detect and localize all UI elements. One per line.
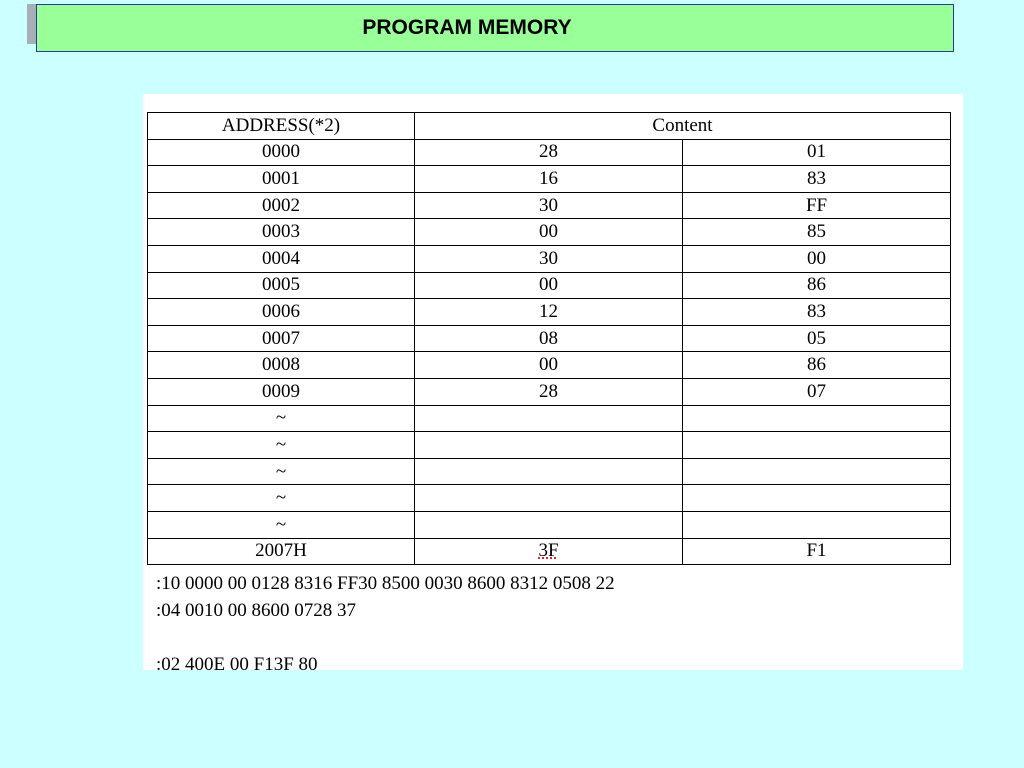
content-high-cell	[415, 538, 683, 565]
address-cell: 0001	[148, 166, 415, 193]
content-high-cell: 00	[415, 219, 683, 246]
content-low-cell: 86	[683, 272, 951, 299]
address-cell: 0005	[148, 272, 415, 299]
table-row	[148, 325, 951, 352]
table-row	[148, 511, 951, 538]
content-high-value: 3F	[538, 540, 559, 562]
table-row	[148, 378, 951, 405]
content-high-cell: 28	[415, 139, 683, 166]
hex-record-line: :04 0010 00 8600 0728 37	[156, 600, 357, 621]
table-row	[148, 352, 951, 379]
table-row	[148, 405, 951, 432]
address-cell: 0006	[148, 299, 415, 326]
address-cell: 0000	[148, 139, 415, 166]
address-cell: 0004	[148, 245, 415, 272]
hex-record-line	[156, 624, 615, 651]
address-cell: ~	[148, 511, 415, 538]
content-low-cell: 05	[683, 325, 951, 352]
address-cell: ~	[148, 485, 415, 512]
content-column-header: Content	[415, 113, 951, 140]
content-high-cell: 30	[415, 245, 683, 272]
table-row	[148, 432, 951, 459]
content-low-cell	[683, 485, 951, 512]
table-row	[148, 538, 951, 565]
address-cell: 0007	[148, 325, 415, 352]
address-column-header: ADDRESS(*2)	[148, 113, 415, 140]
table-row	[148, 458, 951, 485]
program-memory-table	[147, 112, 951, 565]
table-row	[148, 272, 951, 299]
content-high-cell: 00	[415, 352, 683, 379]
address-cell: 0003	[148, 219, 415, 246]
table-row	[148, 485, 951, 512]
hex-record-line: :02 400E 00 F13F 80	[156, 654, 318, 675]
slide-title: PROGRAM MEMORY	[362, 16, 572, 39]
content-low-cell: 00	[683, 245, 951, 272]
content-high-cell	[415, 432, 683, 459]
content-high-cell: 00	[415, 272, 683, 299]
content-low-cell: 85	[683, 219, 951, 246]
content-high-cell	[415, 485, 683, 512]
content-low-cell: 07	[683, 378, 951, 405]
table-row	[148, 219, 951, 246]
content-low-cell	[683, 432, 951, 459]
address-cell: ~	[148, 432, 415, 459]
table-body	[148, 139, 951, 565]
hex-records	[156, 570, 615, 678]
table-header-row	[148, 113, 951, 140]
content-low-cell	[683, 405, 951, 432]
address-cell: ~	[148, 405, 415, 432]
content-high-cell: 08	[415, 325, 683, 352]
hex-record-line: :10 0000 00 0128 8316 FF30 8500 0030 8600 8312 0508 22	[156, 573, 615, 594]
title-box	[36, 4, 954, 52]
content-high-cell	[415, 405, 683, 432]
address-cell: 0009	[148, 378, 415, 405]
content-low-cell: F1	[683, 538, 951, 565]
content-high-cell	[415, 458, 683, 485]
memory-panel	[143, 94, 963, 675]
content-low-cell: 86	[683, 352, 951, 379]
address-cell: ~	[148, 458, 415, 485]
table-row	[148, 166, 951, 193]
content-high-cell: 30	[415, 192, 683, 219]
content-low-cell	[683, 511, 951, 538]
content-low-cell: 83	[683, 166, 951, 193]
table-row	[148, 192, 951, 219]
table-row	[148, 139, 951, 166]
content-low-cell	[683, 458, 951, 485]
content-high-cell: 28	[415, 378, 683, 405]
content-low-cell: 01	[683, 139, 951, 166]
address-cell: 0002	[148, 192, 415, 219]
content-high-cell: 16	[415, 166, 683, 193]
content-high-cell: 12	[415, 299, 683, 326]
table-row	[148, 245, 951, 272]
address-cell: 2007H	[148, 538, 415, 565]
content-high-cell	[415, 511, 683, 538]
table-row	[148, 299, 951, 326]
content-low-cell: FF	[683, 192, 951, 219]
address-cell: 0008	[148, 352, 415, 379]
content-low-cell: 83	[683, 299, 951, 326]
